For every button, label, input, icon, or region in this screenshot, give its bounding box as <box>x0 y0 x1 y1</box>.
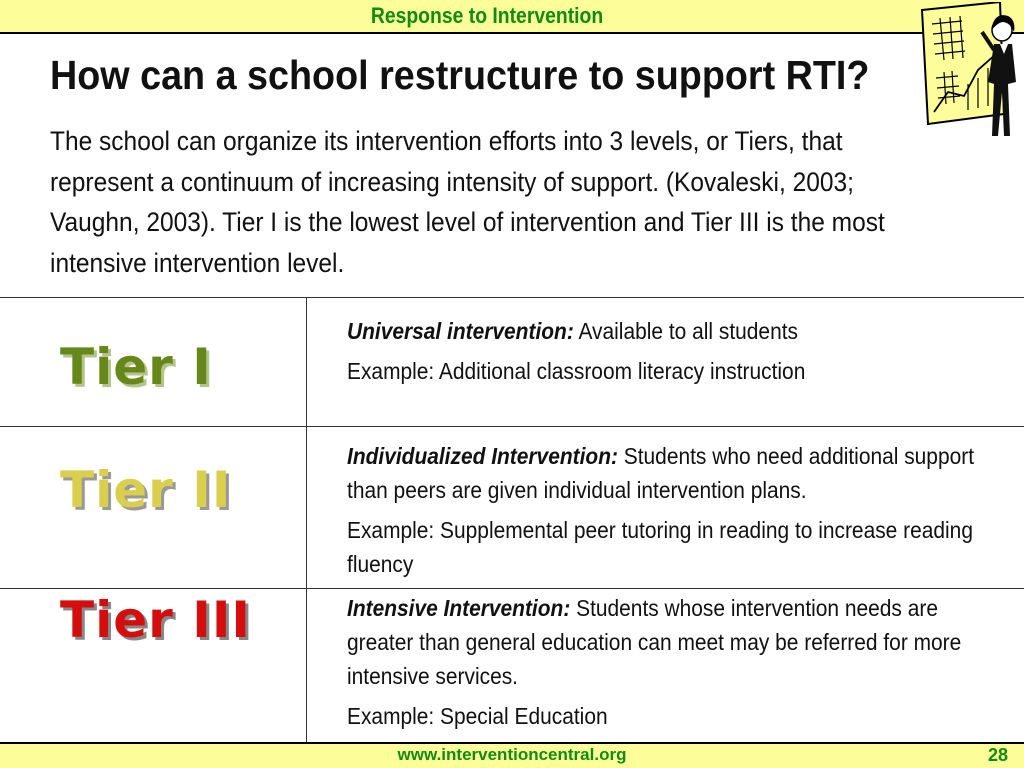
bottom-banner <box>0 742 1024 768</box>
tier-label-cell <box>0 298 307 426</box>
intro-paragraph: The school can organize its intervention efforts into 3 levels, or Tiers, that represent a continuum of increasing intensity of support. (Kovaleski, 2003; Vaughn, 2003). Tier I is the lowest level of intervention and Tier III is the most intensive intervention level. <box>50 126 885 278</box>
tier-description <box>347 314 1002 348</box>
slide-title: How can a school restructure to support RTI? <box>50 52 870 98</box>
tier-label-cell <box>0 427 307 588</box>
tier-heading: Individualized Intervention: <box>347 443 618 469</box>
tier-description-text: Students whose intervention needs are greater than general education can meet may be referred for more intensive services. <box>347 595 962 689</box>
teacher-chart-clipart-icon <box>918 2 1022 142</box>
tier-text-cell <box>347 439 1007 581</box>
tier-1-label: Tier I <box>60 338 212 396</box>
page-number: 28 <box>987 745 1008 765</box>
tier-row <box>0 297 1024 426</box>
top-banner <box>0 0 1024 34</box>
tier-description-text: Students who need additional support than peers are given individual intervention plans. <box>347 443 975 503</box>
tier-row <box>0 588 1024 743</box>
tier-example: Example: Supplemental peer tutoring in reading to increase reading fluency <box>347 517 973 577</box>
tier-text-cell <box>347 591 1007 733</box>
tier-3-label: Tier III <box>60 591 252 649</box>
tier-description <box>347 439 1002 507</box>
banner-title: Response to Intervention <box>370 3 604 28</box>
tier-2-label: Tier II <box>60 461 232 519</box>
tier-description <box>347 591 1002 693</box>
tier-text-cell <box>347 314 1007 388</box>
tier-row <box>0 426 1024 588</box>
tier-example: Example: Additional classroom literacy instruction <box>347 358 806 384</box>
footer-url-link[interactable]: www.interventioncentral.org <box>397 745 627 764</box>
tier-description-text: Available to all students <box>573 318 798 344</box>
tier-heading: Universal intervention: <box>347 318 574 344</box>
tier-label-cell <box>0 589 307 743</box>
tier-table <box>0 297 1024 743</box>
tier-example: Example: Special Education <box>347 703 608 729</box>
tier-heading: Intensive Intervention: <box>347 595 571 621</box>
